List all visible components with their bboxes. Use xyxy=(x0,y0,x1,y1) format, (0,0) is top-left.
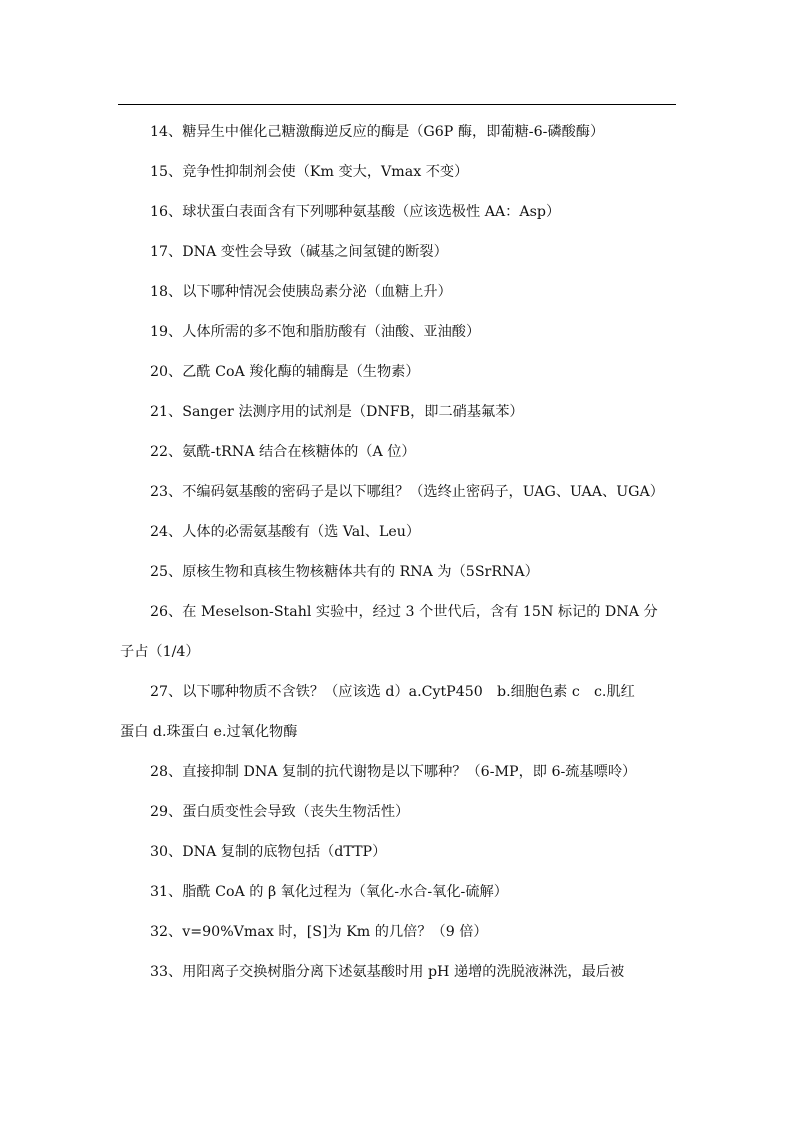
text-line: 20、乙酰 CoA 羧化酶的辅酶是（生物素） xyxy=(150,364,420,380)
text-line: 17、DNA 变性会导致（碱基之间氢键的断裂） xyxy=(150,244,448,260)
text-line: 28、直接抑制 DNA 复制的抗代谢物是以下哪种？（6-MP，即 6-巯基嘌呤） xyxy=(150,764,637,780)
text-line: 15、竞争性抑制剂会使（Km 变大，Vmax 不变） xyxy=(150,164,469,180)
text-line: 19、人体所需的多不饱和脂肪酸有（油酸、亚油酸） xyxy=(150,324,481,340)
header-rule xyxy=(118,104,676,105)
text-line: 23、不编码氨基酸的密码子是以下哪组？（选终止密码子，UAG、UAA、UGA） xyxy=(150,484,664,500)
text-line: 26、在 Meselson-Stahl 实验中，经过 3 个世代后，含有 15N 标记的 DNA 分 xyxy=(150,604,658,620)
text-line: 30、DNA 复制的底物包括（dTTP） xyxy=(150,844,387,860)
text-line: 32、v=90%Vmax 时，[S]为 Km 的几倍？（9 倍） xyxy=(150,924,488,940)
text-line: 24、人体的必需氨基酸有（选 Val、Leu） xyxy=(150,524,421,540)
text-line: 33、用阳离子交换树脂分离下述氨基酸时用 pH 递增的洗脱液淋洗，最后被 xyxy=(150,964,625,980)
text-line-continuation: 蛋白 d.珠蛋白 e.过氧化物酶 xyxy=(120,724,298,740)
text-line-continuation: 子占（1/4） xyxy=(120,644,200,660)
text-line: 27、以下哪种物质不含铁？（应该选 d）a.CytP450 b.细胞色素 c c.肌红 xyxy=(150,684,635,700)
text-line: 21、Sanger 法测序用的试剂是（DNFB，即二硝基氟苯） xyxy=(150,404,524,420)
text-line: 22、氨酰-tRNA 结合在核糖体的（A 位） xyxy=(150,444,416,460)
text-line: 31、脂酰 CoA 的 β 氧化过程为（氧化-水合-氧化-硫解） xyxy=(150,884,508,900)
text-line: 25、原核生物和真核生物核糖体共有的 RNA 为（5SrRNA） xyxy=(150,564,539,580)
text-line: 18、以下哪种情况会使胰岛素分泌（血糖上升） xyxy=(150,284,452,300)
text-line: 16、球状蛋白表面含有下列哪种氨基酸（应该选极性 AA：Asp） xyxy=(150,204,561,220)
text-line: 29、蛋白质变性会导致（丧失生物活性） xyxy=(150,804,410,820)
document-body xyxy=(120,112,676,992)
text-line: 14、糖异生中催化己糖激酶逆反应的酶是（G6P 酶，即葡糖-6-磷酸酶） xyxy=(150,124,605,140)
